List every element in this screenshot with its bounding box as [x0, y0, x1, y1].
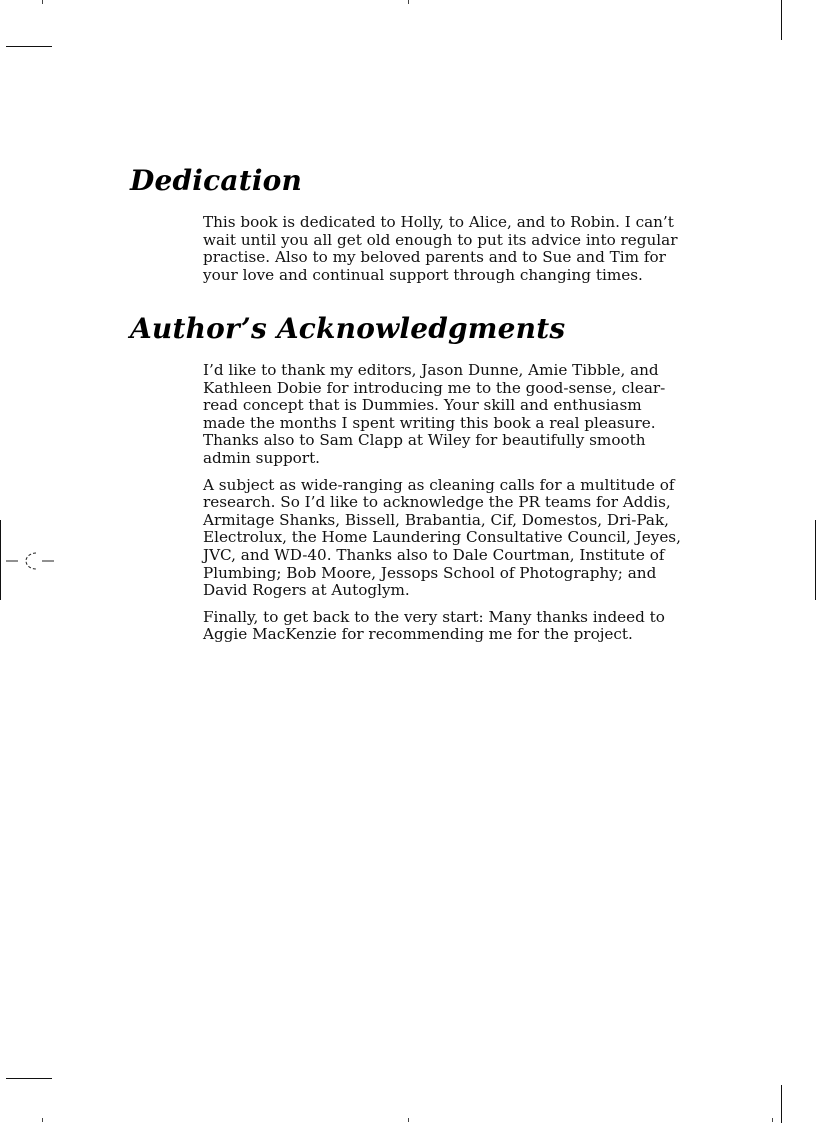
text-line: David Rogers at Autoglym.	[203, 581, 410, 600]
dedication-heading: Dedication	[130, 164, 303, 197]
acknowledgments-body	[203, 362, 703, 653]
acknowledgments-paragraph-2	[203, 477, 703, 600]
text-line: Thanks also to Sam Clapp at Wiley for beautifully smooth	[203, 431, 646, 450]
tick-mark	[772, 1118, 773, 1122]
text-line: Plumbing; Bob Moore, Jessops School of Photography; and	[203, 563, 657, 582]
crop-mark-right-bottom	[781, 1085, 782, 1123]
registration-target-icon	[6, 548, 56, 574]
text-line: Electrolux, the Home Laundering Consultative Council, Jeyes,	[203, 528, 681, 547]
text-line: I’d like to thank my editors, Jason Dunne, Amie Tibble, and	[203, 361, 659, 379]
text-line: made the months I spent writing this book a real pleasure.	[203, 413, 656, 432]
dedication-body	[203, 214, 703, 293]
tick-mark	[42, 1118, 43, 1122]
text-line: Kathleen Dobie for introducing me to the good-sense, clear-	[203, 378, 666, 397]
crop-mark-bottom-left	[6, 1078, 52, 1079]
tick-mark	[42, 0, 43, 4]
text-line: Aggie MacKenzie for recommending me for the project.	[203, 625, 633, 644]
text-line: This book is dedicated to Holly, to Alice, and to Robin. I can’t	[203, 213, 674, 231]
acknowledgments-paragraph-1	[203, 362, 703, 468]
text-line: read concept that is Dummies. Your skill and enthusiasm	[203, 396, 642, 415]
text-line: admin support.	[203, 448, 320, 467]
text-line: practise. Also to my beloved parents and to Sue and Tim for	[203, 248, 666, 267]
text-line: Armitage Shanks, Bissell, Brabantia, Cif, Domestos, Dri-Pak,	[203, 510, 669, 529]
text-line: wait until you all get old enough to put its advice into regular	[203, 230, 678, 249]
tick-mark	[408, 1118, 409, 1122]
text-line: your love and continual support through changing times.	[203, 265, 643, 284]
crop-mark-left-middle	[0, 520, 1, 600]
tick-mark	[408, 0, 409, 4]
crop-mark-top-left	[6, 46, 52, 47]
text-line: Finally, to get back to the very start: Many thanks indeed to	[203, 607, 665, 626]
acknowledgments-paragraph-3	[203, 609, 703, 644]
crop-mark-right-top	[781, 0, 782, 40]
dedication-paragraph	[203, 214, 703, 284]
text-line: research. So I’d like to acknowledge the PR teams for Addis,	[203, 493, 671, 512]
text-line: A subject as wide-ranging as cleaning calls for a multitude of	[203, 475, 675, 494]
acknowledgments-heading: Author’s Acknowledgments	[130, 312, 566, 345]
text-line: JVC, and WD-40. Thanks also to Dale Courtman, Institute of	[203, 545, 665, 564]
